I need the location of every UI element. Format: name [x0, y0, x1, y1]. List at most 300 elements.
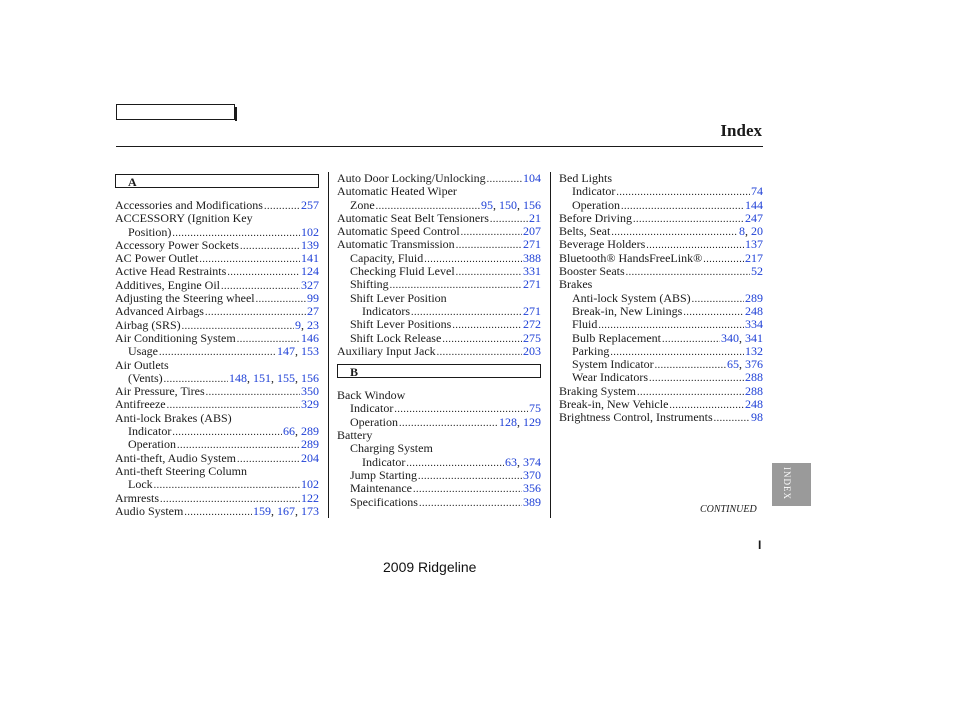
entry-label: Back Window	[337, 388, 406, 403]
page-refs	[745, 252, 763, 265]
index-entry	[559, 265, 763, 278]
page-link[interactable]: 272	[523, 317, 541, 332]
header-rule	[116, 146, 763, 147]
page-refs	[301, 398, 319, 411]
page-link[interactable]: 139	[301, 237, 319, 252]
page-link[interactable]: 20	[751, 224, 763, 239]
index-entry	[115, 398, 319, 411]
index-entry	[115, 279, 319, 292]
page-refs	[751, 185, 763, 198]
side-tab-label: INDEX	[782, 467, 792, 500]
index-entry	[115, 478, 319, 491]
page-refs	[745, 371, 763, 384]
page-refs	[301, 199, 319, 212]
leader-dots	[649, 372, 744, 385]
leader-dots	[264, 200, 300, 213]
page-link[interactable]: 74	[751, 184, 763, 199]
index-entry	[559, 385, 763, 398]
page-refs	[745, 305, 763, 318]
page-refs	[523, 482, 541, 495]
page-link[interactable]: 334	[745, 317, 763, 332]
page-refs: 9, 23	[295, 317, 319, 332]
page-link[interactable]: 104	[523, 171, 541, 185]
entry-label: Parking	[572, 343, 610, 358]
entry-label: Brightness Control, Instruments	[559, 410, 713, 425]
page-link[interactable]: 207	[523, 224, 541, 239]
index-entry	[337, 402, 541, 415]
page-link[interactable]: 122	[301, 490, 319, 505]
page-refs	[301, 492, 319, 505]
index-entry	[337, 389, 541, 402]
page-refs	[751, 265, 763, 278]
page-refs	[301, 239, 319, 252]
index-entry	[337, 469, 541, 482]
index-column-2	[337, 172, 541, 509]
index-entry	[337, 278, 541, 291]
column-divider	[550, 172, 551, 518]
page-refs	[523, 345, 541, 358]
entry-label: Bluetooth® HandsFreeLink®	[559, 250, 703, 265]
entry-label: Jump Starting	[350, 467, 418, 482]
entry-label: Anti-lock System (ABS)	[572, 290, 691, 305]
index-entry	[115, 345, 319, 358]
page-refs	[523, 278, 541, 291]
index-entry	[115, 305, 319, 318]
entry-label: Air Conditioning System	[115, 330, 236, 345]
entry-label: Indicator	[362, 454, 406, 469]
page-link[interactable]: 288	[745, 383, 763, 398]
page-link[interactable]: 247	[745, 210, 763, 225]
page-link[interactable]: 271	[523, 277, 541, 292]
page-link[interactable]: 331	[523, 264, 541, 279]
entry-label: Operation	[128, 437, 176, 452]
page-link[interactable]: 203	[523, 343, 541, 358]
index-entry	[559, 212, 763, 225]
page-link[interactable]: 52	[751, 264, 763, 279]
index-entry	[559, 172, 763, 185]
index-entry	[337, 252, 541, 265]
index-entry	[115, 452, 319, 465]
page-refs: 63, 374	[505, 454, 541, 469]
page-link[interactable]: 340	[721, 330, 739, 345]
index-entry	[337, 442, 541, 455]
entry-list	[559, 172, 763, 425]
entry-label: Zone	[350, 197, 375, 212]
page-refs	[301, 438, 319, 451]
leader-dots	[256, 293, 306, 306]
index-column-3	[559, 172, 763, 425]
page-refs	[301, 252, 319, 265]
leader-dots	[487, 173, 522, 186]
leader-dots	[419, 497, 522, 510]
entry-label: Air Pressure, Tires	[115, 384, 205, 399]
page-refs	[751, 411, 763, 424]
page-refs	[745, 292, 763, 305]
leader-dots	[703, 253, 744, 266]
page-link[interactable]: 150	[499, 197, 517, 212]
page-refs	[523, 469, 541, 482]
entry-label: Shifting	[350, 277, 389, 292]
index-entry	[337, 482, 541, 495]
page-refs: 128, 129	[499, 414, 541, 429]
page-link[interactable]: 148	[229, 370, 247, 385]
page-number: I	[758, 538, 762, 552]
page-link[interactable]: 376	[745, 357, 763, 372]
entry-label: Before Driving	[559, 210, 632, 225]
page-link[interactable]: 147	[277, 344, 295, 359]
page-link[interactable]: 156	[301, 370, 319, 385]
leader-dots	[399, 417, 498, 430]
entry-label: Airbag (SRS)	[115, 317, 181, 332]
entry-label: Indicator	[350, 401, 394, 416]
page-refs	[523, 265, 541, 278]
leader-dots	[437, 346, 522, 359]
index-entry	[115, 438, 319, 451]
entry-label: Battery	[337, 428, 373, 443]
index-entry	[559, 318, 763, 331]
column-divider	[328, 172, 329, 518]
index-entry	[337, 199, 541, 212]
page-link[interactable]: 124	[301, 264, 319, 279]
index-entry	[337, 456, 541, 469]
page-refs	[523, 252, 541, 265]
entry-label: Advanced Airbags	[115, 304, 204, 319]
index-entry	[115, 265, 319, 278]
page-link[interactable]: 9	[295, 317, 301, 332]
index-entry	[559, 292, 763, 305]
page-refs: 8, 20	[739, 224, 763, 239]
leader-dots	[662, 333, 720, 346]
leader-dots	[413, 483, 522, 496]
entry-label: Break-in, New Linings	[572, 303, 683, 318]
entry-label: Accessory Power Sockets	[115, 237, 239, 252]
index-entry	[337, 292, 541, 305]
index-entry	[559, 345, 763, 358]
page-link[interactable]: 356	[523, 481, 541, 496]
index-entry	[559, 332, 763, 345]
entry-label: Indicator	[128, 424, 172, 439]
entry-label: Beverage Holders	[559, 237, 646, 252]
index-entry	[115, 332, 319, 345]
entry-label: Accessories and Modifications	[115, 198, 263, 212]
page-link[interactable]: 159	[253, 503, 271, 518]
leader-dots	[154, 479, 300, 492]
entry-list	[115, 199, 319, 518]
page-refs	[301, 265, 319, 278]
index-entry	[115, 465, 319, 478]
index-column-1	[115, 172, 319, 518]
page-refs	[523, 238, 541, 251]
leader-dots	[621, 200, 744, 213]
leader-dots	[418, 470, 522, 483]
index-entry	[559, 252, 763, 265]
index-entry	[337, 496, 541, 509]
page-link[interactable]: 204	[301, 450, 319, 465]
page-refs	[745, 345, 763, 358]
index-entry	[115, 319, 319, 332]
entry-label: Wear Indicators	[572, 370, 648, 385]
page-refs	[523, 332, 541, 345]
page-link[interactable]: 388	[523, 250, 541, 265]
leader-dots	[633, 213, 744, 226]
index-entry	[337, 172, 541, 185]
index-entry	[559, 358, 763, 371]
page-link[interactable]: 144	[745, 197, 763, 212]
page-link[interactable]: 271	[523, 303, 541, 318]
page-refs	[745, 238, 763, 251]
index-entry	[337, 238, 541, 251]
leader-dots	[692, 293, 744, 306]
page-refs	[745, 385, 763, 398]
page-link[interactable]: 129	[523, 414, 541, 429]
entry-label: Automatic Heated Wiper	[337, 184, 457, 199]
index-entry	[115, 505, 319, 518]
entry-label: Audio System	[115, 503, 184, 518]
page-refs	[745, 212, 763, 225]
entry-label: Maintenance	[350, 481, 412, 496]
entry-label: Lock	[128, 477, 153, 492]
entry-label: System Indicator	[572, 357, 654, 372]
page-link[interactable]: 289	[301, 437, 319, 452]
page-link[interactable]: 132	[745, 343, 763, 358]
page-link[interactable]: 288	[745, 370, 763, 385]
page-refs	[523, 305, 541, 318]
entry-label: Operation	[350, 414, 398, 429]
page-link[interactable]: 248	[745, 397, 763, 412]
page-refs	[523, 496, 541, 509]
index-entry	[115, 385, 319, 398]
page-title: Index	[720, 121, 762, 140]
page-refs	[745, 318, 763, 331]
page-link[interactable]: 370	[523, 467, 541, 482]
page-link[interactable]: 341	[745, 330, 763, 345]
page-link[interactable]: 102	[301, 224, 319, 239]
index-entry	[115, 292, 319, 305]
page-refs	[523, 225, 541, 238]
entry-label: Automatic Transmission	[337, 237, 455, 252]
entry-label: Automatic Seat Belt Tensioners	[337, 210, 489, 225]
page-refs	[301, 385, 319, 398]
index-entry	[559, 371, 763, 384]
entry-label: Belts, Seat	[559, 224, 611, 239]
page-refs	[301, 332, 319, 345]
index-entry	[559, 411, 763, 424]
index-entry	[337, 305, 541, 318]
index-entry	[337, 332, 541, 345]
page-refs	[307, 292, 319, 305]
leader-dots	[626, 266, 750, 279]
leader-dots	[240, 240, 300, 253]
entry-label: Anti-lock Brakes (ABS)	[115, 410, 232, 425]
entry-label: Shift Lever Positions	[350, 317, 452, 332]
page-link[interactable]: 95	[481, 197, 493, 212]
page-link[interactable]: 65	[727, 357, 739, 372]
page-link[interactable]: 275	[523, 330, 541, 345]
continued-note: CONTINUED	[700, 504, 757, 515]
entry-label: Adjusting the Steering wheel	[115, 291, 255, 306]
page-link[interactable]: 66	[283, 424, 295, 439]
header-tab-box	[116, 104, 235, 120]
leader-dots	[461, 226, 522, 239]
page-link[interactable]: 137	[745, 237, 763, 252]
page-link[interactable]: 8	[739, 224, 745, 239]
page-link[interactable]: 128	[499, 414, 517, 429]
entry-label: Active Head Restraints	[115, 264, 227, 279]
index-entry	[337, 416, 541, 429]
entry-label: Anti-theft Steering Column	[115, 463, 247, 478]
page-link[interactable]: 289	[301, 424, 319, 439]
page-link[interactable]: 153	[301, 344, 319, 359]
page-link[interactable]: 23	[307, 317, 319, 332]
entry-label: Automatic Speed Control	[337, 224, 460, 239]
index-entry	[115, 492, 319, 505]
page-link[interactable]: 63	[505, 454, 517, 469]
page-refs	[523, 318, 541, 331]
leader-dots	[456, 266, 522, 279]
index-entry	[337, 265, 541, 278]
page-link[interactable]: 217	[745, 250, 763, 265]
page-refs: 65, 376	[727, 357, 763, 372]
page-link[interactable]: 271	[523, 237, 541, 252]
leader-dots	[616, 186, 750, 199]
page-link[interactable]: 151	[253, 370, 271, 385]
leader-dots	[683, 306, 744, 319]
entry-label: Anti-theft, Audio System	[115, 450, 236, 465]
page-refs	[301, 452, 319, 465]
page-refs	[301, 226, 319, 239]
entry-label: Break-in, New Vehicle	[559, 397, 669, 412]
leader-dots	[442, 333, 522, 346]
index-entry	[115, 425, 319, 438]
index-entry	[115, 212, 319, 225]
entry-label: (Vents)	[128, 370, 163, 385]
entry-label: Usage	[128, 344, 158, 359]
page-refs	[745, 199, 763, 212]
page-link[interactable]: 327	[301, 277, 319, 292]
page-link[interactable]: 374	[523, 454, 541, 469]
page-link[interactable]: 21	[529, 210, 541, 225]
index-entry	[559, 238, 763, 251]
index-entry	[115, 239, 319, 252]
page-link[interactable]: 98	[751, 410, 763, 425]
index-entry	[559, 185, 763, 198]
leader-dots	[184, 506, 252, 519]
index-entry	[337, 225, 541, 238]
page-link[interactable]: 350	[301, 384, 319, 399]
page-refs	[301, 478, 319, 491]
page-link[interactable]: 289	[745, 290, 763, 305]
page-link[interactable]: 146	[301, 330, 319, 345]
page-refs: 147, 153	[277, 344, 319, 359]
entry-label: AC Power Outlet	[115, 251, 199, 266]
entry-label: Antifreeze	[115, 397, 166, 412]
entry-label: Additives, Engine Oil	[115, 277, 220, 292]
index-entry	[115, 359, 319, 372]
entry-label: Shift Lock Release	[350, 330, 442, 345]
entry-list	[337, 172, 541, 358]
entry-label: Braking System	[559, 383, 636, 398]
index-entry	[559, 278, 763, 291]
page-link[interactable]: 102	[301, 477, 319, 492]
leader-dots	[172, 426, 282, 439]
index-entry	[337, 429, 541, 442]
page-link[interactable]: 257	[301, 198, 319, 212]
entry-list	[337, 389, 541, 509]
page-link[interactable]: 173	[301, 503, 319, 518]
leader-dots	[456, 239, 522, 252]
page-link[interactable]: 99	[307, 291, 319, 306]
index-entry	[115, 252, 319, 265]
leader-dots	[406, 457, 504, 470]
leader-dots	[655, 359, 726, 372]
page-link[interactable]: 141	[301, 251, 319, 266]
page-link[interactable]: 248	[745, 303, 763, 318]
entry-label: Auto Door Locking/Unlocking	[337, 171, 486, 185]
entry-label: Bed Lights	[559, 171, 612, 185]
page-refs	[307, 305, 319, 318]
leader-dots	[452, 319, 522, 332]
page-refs: 66, 289	[283, 424, 319, 439]
page-link[interactable]: 389	[523, 494, 541, 509]
page-link[interactable]: 155	[277, 370, 295, 385]
page-refs	[745, 398, 763, 411]
entry-label: Armrests	[115, 490, 159, 505]
page-link[interactable]: 156	[523, 197, 541, 212]
section-header-b: B	[337, 364, 541, 378]
entry-label: Air Outlets	[115, 357, 169, 372]
leader-dots	[205, 306, 306, 319]
index-entry	[115, 372, 319, 385]
index-entry	[559, 199, 763, 212]
index-entry	[559, 398, 763, 411]
index-entry	[337, 345, 541, 358]
page-link[interactable]: 167	[277, 503, 295, 518]
page-refs: 148, 151, 155, 156	[229, 370, 319, 385]
index-entry	[337, 318, 541, 331]
leader-dots	[159, 346, 276, 359]
entry-label: Fluid	[572, 317, 598, 332]
entry-label: Operation	[572, 197, 620, 212]
leader-dots	[227, 266, 300, 279]
footer-model: 2009 Ridgeline	[383, 559, 477, 575]
page-refs	[529, 402, 541, 415]
page-refs: 340, 341	[721, 330, 763, 345]
entry-label: Bulb Replacement	[572, 330, 661, 345]
entry-label: ACCESSORY (Ignition Key	[115, 211, 253, 226]
index-entry	[337, 185, 541, 198]
leader-dots	[206, 386, 300, 399]
page-refs	[529, 212, 541, 225]
entry-label: Indicators	[362, 303, 410, 318]
page-link[interactable]: 75	[529, 401, 541, 416]
index-side-tab[interactable]	[772, 463, 811, 506]
page-link[interactable]: 27	[307, 304, 319, 319]
entry-label: Position)	[128, 224, 172, 239]
entry-label: Booster Seats	[559, 264, 625, 279]
entry-label: Auxiliary Input Jack	[337, 343, 436, 358]
page-refs: 95, 150, 156	[481, 197, 541, 212]
entry-label: Charging System	[350, 441, 433, 456]
page-refs: 159, 167, 173	[253, 503, 319, 518]
entry-label: Brakes	[559, 277, 593, 292]
index-entry	[115, 226, 319, 239]
index-entry	[115, 199, 319, 212]
section-header-a: A	[115, 174, 319, 188]
page-link[interactable]: 329	[301, 397, 319, 412]
leader-dots	[714, 412, 750, 425]
entry-label: Indicator	[572, 184, 616, 199]
index-entry	[337, 212, 541, 225]
